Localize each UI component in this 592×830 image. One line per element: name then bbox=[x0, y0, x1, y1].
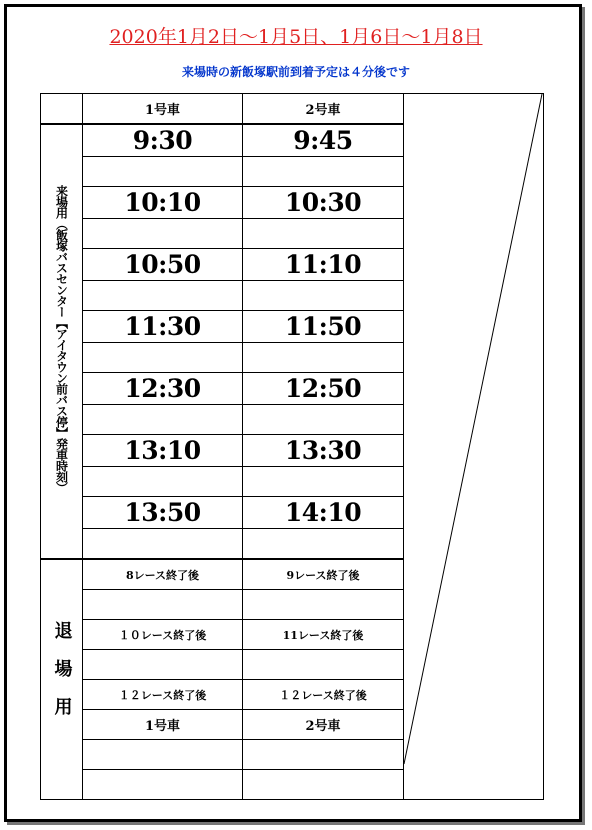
exit-condition-bus-1: 8レース終了後 bbox=[83, 559, 243, 590]
departure-time-bus-1: 10:10 bbox=[83, 187, 243, 219]
exit-condition-bus-2: １２レース終了後 bbox=[243, 680, 404, 710]
departure-time-bus-1: 10:50 bbox=[83, 249, 243, 281]
arrival-note: 来場時の新飯塚駅前到着予定は４分後です bbox=[181, 65, 410, 79]
blank-column bbox=[404, 94, 544, 800]
date-range-title: 2020年1月2日〜1月5日、1月6日〜1月8日 bbox=[109, 26, 483, 48]
departure-time-bus-2: 10:30 bbox=[243, 187, 404, 219]
diagonal-line bbox=[404, 94, 544, 792]
departure-time-bus-1: 13:50 bbox=[83, 497, 243, 529]
column-header-bus-2: 2号車 bbox=[243, 94, 404, 125]
departure-time-bus-2: 11:50 bbox=[243, 311, 404, 343]
corner-cell bbox=[41, 94, 83, 125]
departure-time-bus-1: 11:30 bbox=[83, 311, 243, 343]
departure-time-bus-1: 12:30 bbox=[83, 373, 243, 405]
departure-time-bus-1: 9:30 bbox=[83, 124, 243, 157]
departure-time-bus-2: 14:10 bbox=[243, 497, 404, 529]
departure-time-bus-1: 13:10 bbox=[83, 435, 243, 467]
shuttle-timetable bbox=[40, 93, 544, 800]
departure-time-bus-2: 9:45 bbox=[243, 124, 404, 157]
exit-vehicle-bus-1: 1号車 bbox=[83, 710, 243, 740]
exit-side-label: 退場用 bbox=[41, 559, 83, 800]
exit-condition-bus-2: 11レース終了後 bbox=[243, 620, 404, 650]
arrival-side-label: 来場用（飯塚バスセンター【アイタウン前バス停】発車時刻） bbox=[41, 124, 83, 559]
header-row bbox=[41, 94, 544, 125]
exit-condition-bus-1: １０レース終了後 bbox=[83, 620, 243, 650]
departure-time-bus-2: 11:10 bbox=[243, 249, 404, 281]
departure-time-bus-2: 12:50 bbox=[243, 373, 404, 405]
exit-condition-bus-1: １２レース終了後 bbox=[83, 680, 243, 710]
exit-vehicle-bus-2: 2号車 bbox=[243, 710, 404, 740]
departure-time-bus-2: 13:30 bbox=[243, 435, 404, 467]
exit-condition-bus-2: 9レース終了後 bbox=[243, 559, 404, 590]
column-header-bus-1: 1号車 bbox=[83, 94, 243, 125]
